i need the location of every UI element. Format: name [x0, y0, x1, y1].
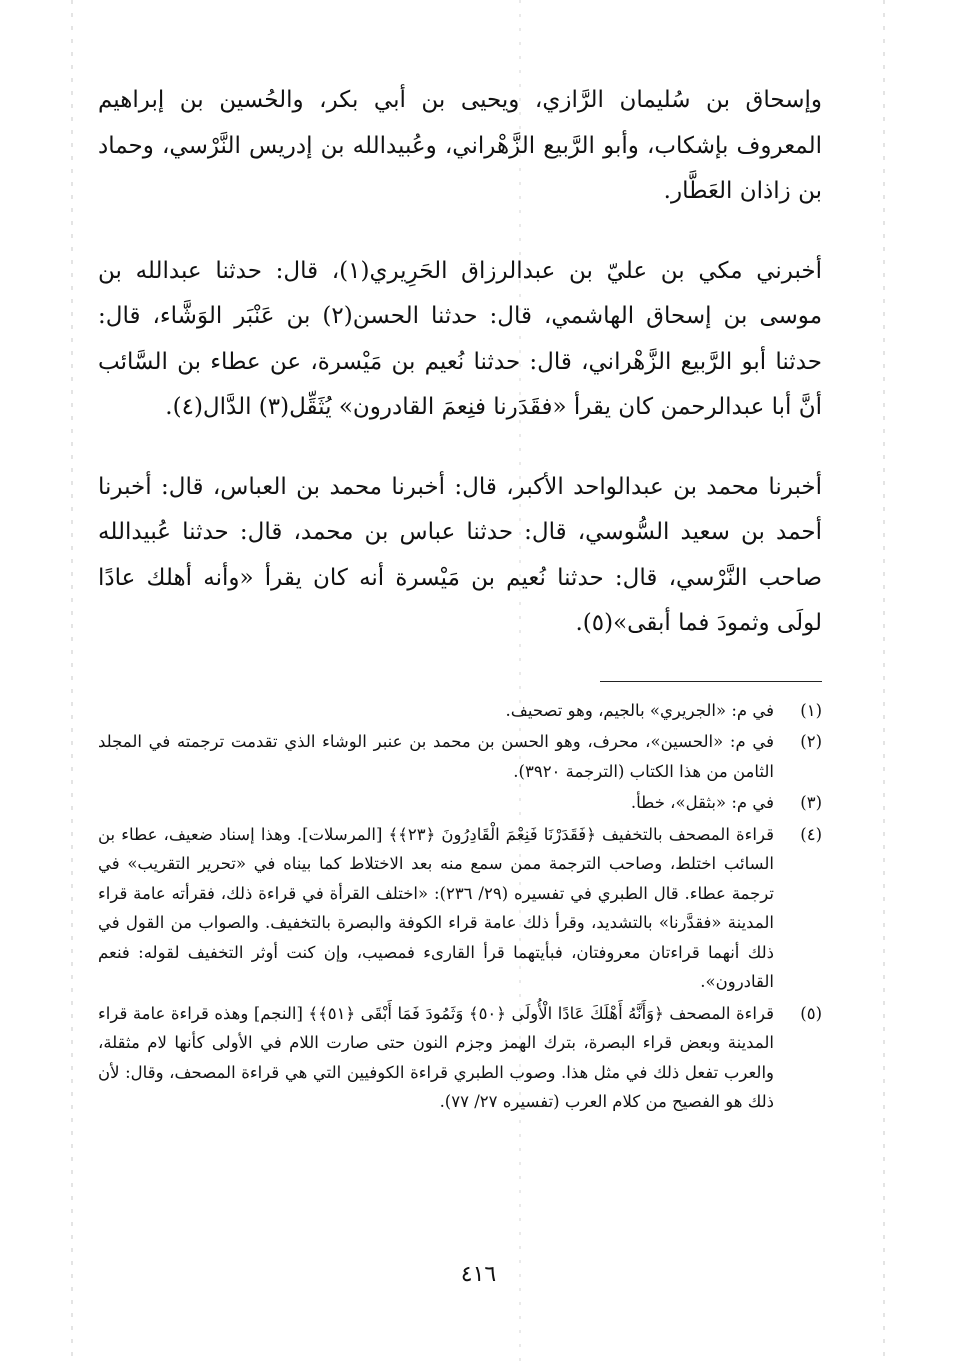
page-body: [98, 78, 822, 1119]
footnote-4: [98, 820, 822, 997]
footnote-text: قراءة المصحف ﴿وَأَنَّهُ أَهْلَكَ عَادًا الْأُولَى ﴿٥٠﴾ وَثَمُودَ فَمَا أَبْقَى ﴿٥١﴾﴾ [النجم] وهذه قراءة عامة قراء المدينة وبعض قراء البصرة، بترك الهمز وجزم النون حتى صارت اللام في الأولى كأنها لام مثقلة، والعرب تفعل ذلك في مثل هذا. وصوب الطبري قراءة الكوفيين التي هي قراءة المصحف، وقال: لأن ذلك هو الفصيح من كلام العرب (تفسيره ٢٧/ ٧٧).: [98, 1003, 774, 1111]
footnote-1: [98, 696, 822, 726]
footnote-text: في م: «الحسين»، محرف، وهو الحسن بن محمد بن عنبر الوشاء الذي تقدمت ترجمته في المجلد الثامن من هذا الكتاب (الترجمة ٣٩٢٠).: [98, 732, 774, 781]
footnote-text: في م: «بثقل»، خطأ.: [630, 793, 774, 812]
footnote-number: (٥): [800, 1003, 822, 1023]
paragraph-3: أخبرنا محمد بن عبدالواحد الأكبر، قال: أخبرنا محمد بن العباس، قال: أخبرنا أحمد بن سعيد السُّوسي، قال: حدثنا عباس بن محمد، قال: حدثنا عُبيدالله صاحب النَّرْسي، قال: حدثنا نُعيم بن مَيْسرة أنه كان يقرأ «وأنه أهلك عادًا لولَى وثمودَ فما أبقى»(٥).: [98, 473, 822, 636]
page-number: ٤١٦: [460, 1262, 497, 1287]
footnote-number: (٣): [800, 793, 822, 812]
footnote-5: [98, 999, 822, 1117]
footnote-text: في م: «الجريري» بالجيم، وهو تصحيف.: [505, 700, 774, 720]
footnote-3: [98, 788, 822, 818]
footnote-number: (١): [800, 700, 822, 720]
footnote-number: (٢): [800, 732, 822, 751]
paragraph-1: وإسحاق بن سُليمان الرَّازي، ويحيى بن أبي بكر، والحُسين بن إبراهيم المعروف بإشكاب، وأبو الرَّبيع الزَّهْراني، وعُبيدالله بن إدريس النَّرْسي، وحماد بن زاذان العَطَّار.: [98, 87, 822, 204]
footnotes: [98, 696, 822, 1117]
footnote-separator: [600, 681, 822, 682]
footnote-text: قراءة المصحف بالتخفيف ﴿فَقَدَرْنَا فَنِعْمَ الْقَادِرُونَ ﴿٢٣﴾﴾ [المرسلات]. وهذا إسناد ضعيف، عطاء بن السائب اختلط، وصاحب الترجمة ممن سمع منه بعد الاختلاط كما بيناه في «تحرير التقريب» في ترجمة عطاء. قال الطبري في تفسيره (٢٩/ ٢٣٦): «اختلف القرأة في قراءة ذلك، فقرأته عامة قراء المدينة «فقدَّرنا» بالتشديد، وقرأ ذلك عامة قراء الكوفة والبصرة بالتخفيف. والصواب من القول في ذلك أنهما قراءتان معروفتان، فبأيتهما قرأ القارىء فمصيب، وإن كنت أوثر التخفيف لقوله: فنعم القادرون».: [98, 824, 774, 991]
footnote-number: (٤): [800, 824, 822, 844]
main-text: [98, 78, 822, 647]
paragraph-2: أخبرني مكي بن عليّ بن عبدالرزاق الحَرِيري(١)، قال: حدثنا عبدالله بن موسى بن إسحاق الهاشمي، قال: حدثنا الحسن(٢) بن عَنْبَر الوَشَّاء، قال: حدثنا أبو الرَّبيع الزَّهْراني، قال: حدثنا نُعيم بن مَيْسرة، عن عطاء بن السَّائب أنَّ أبا عبدالرحمن كان يقرأ «فقَدَرنا فنِعمَ القادرون» يُثَقِّل(٣) الدَّال(٤).: [98, 257, 823, 420]
footnote-2: [98, 727, 822, 786]
